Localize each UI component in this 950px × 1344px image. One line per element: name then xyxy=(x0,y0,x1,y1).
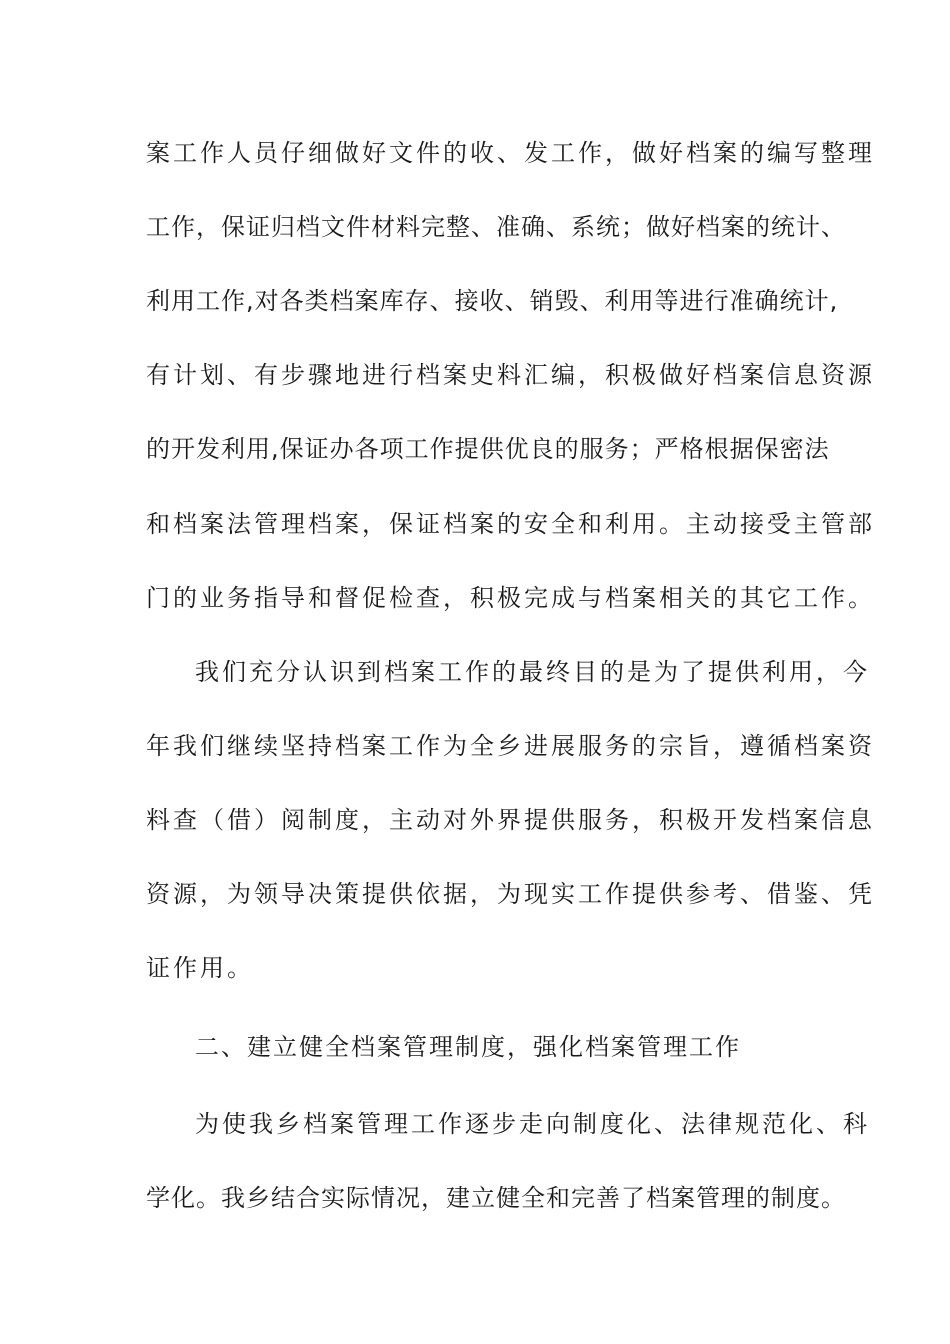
paragraph-2-line-3: 料查（借）阅制度，主动对外界提供服务，积极开发档案信息 xyxy=(146,806,875,834)
paragraph-1-line-4: 有计划、有步骤地进行档案史料汇编，积极做好档案信息资源 xyxy=(146,361,875,389)
section-heading: 二、建立健全档案管理制度，强化档案管理工作 xyxy=(195,1033,741,1061)
paragraph-2-line-5: 证作用。 xyxy=(146,954,254,982)
paragraph-2-line-1: 我们充分认识到档案工作的最终目的是为了提供利用，今 xyxy=(195,658,870,686)
paragraph-1-line-3: 利用工作,对各类档案库存、接收、销毁、利用等进行准确统计, xyxy=(146,287,839,315)
paragraph-1-line-5: 的开发利用,保证办各项工作提供优良的服务；严格根据保密法 xyxy=(146,435,830,463)
paragraph-1-line-2: 工作，保证归档文件材料完整、准确、系统；做好档案的统计、 xyxy=(146,213,846,241)
paragraph-2-line-4: 资源，为领导决策提供依据，为现实工作提供参考、借鉴、凭 xyxy=(146,880,875,908)
paragraph-1-line-1: 案工作人员仔细做好文件的收、发工作，做好档案的编写整理 xyxy=(146,139,875,167)
paragraph-3-line-2: 学化。我乡结合实际情况，建立健全和完善了档案管理的制度。 xyxy=(146,1184,846,1212)
paragraph-3-line-1: 为使我乡档案管理工作逐步走向制度化、法律规范化、科 xyxy=(195,1110,870,1138)
paragraph-1-line-6: 和档案法管理档案，保证档案的安全和利用。主动接受主管部 xyxy=(146,510,875,538)
paragraph-2-line-2: 年我们继续坚持档案工作为全乡进展服务的宗旨，遵循档案资 xyxy=(146,732,875,760)
paragraph-1-line-7: 门的业务指导和督促检查，积极完成与档案相关的其它工作。 xyxy=(146,584,875,612)
